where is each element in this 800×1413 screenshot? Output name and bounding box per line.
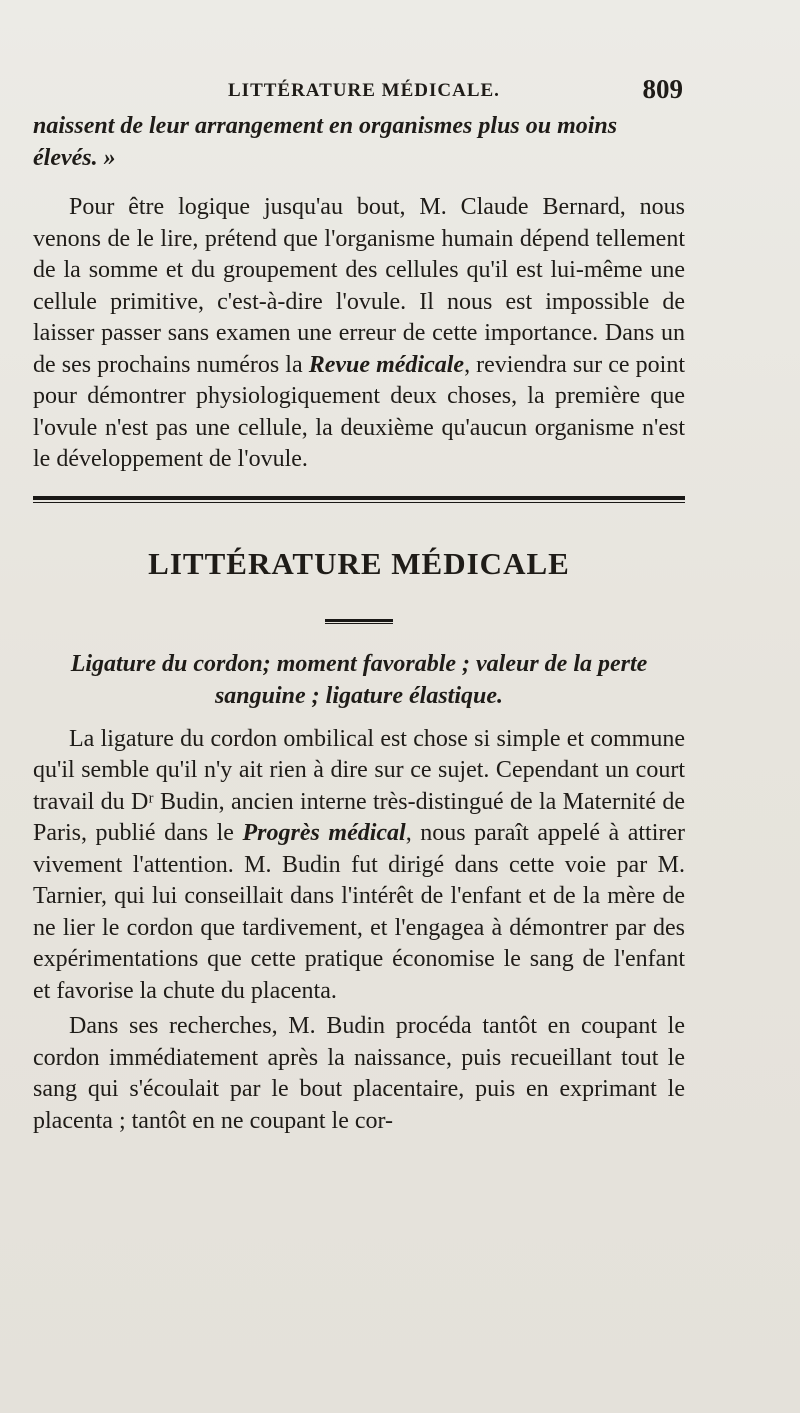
text-column bbox=[33, 74, 685, 1137]
running-title: LITTÉRATURE MÉDICALE. bbox=[228, 80, 500, 101]
article-body bbox=[33, 724, 685, 1138]
article-paragraph: Dans ses recherches, M. Budin procéda tantôt en coupant le cordon immédiatement après la naissance, puis recueillant tout le sang qui s'écoulait par le bout placentaire, puis en exprimant le placenta ; tantôt en ne coupant le cor- bbox=[33, 1013, 685, 1134]
article-paragraph bbox=[33, 724, 685, 1008]
quote-line: élevés. » bbox=[33, 145, 116, 171]
page-number: 809 bbox=[642, 74, 683, 104]
section-title: LITTÉRATURE MÉDICALE bbox=[148, 545, 570, 581]
text-run: La ligature du cordon ombilical est chose si simple et commune qu'il semble qu'il n'y ait rien à dire sur ce sujet. Cependant un court travail du Dʳ Budin, ancien interne très-distingué de la Maternité de Paris, publié dans le bbox=[33, 725, 685, 846]
journal-title: Revue médicale bbox=[308, 351, 465, 378]
intro-paragraph bbox=[33, 192, 685, 476]
text-run: , nous paraît appelé à attirer vivement l'attention. M. Budin fut dirigé dans cette voie par M. Tarnier, qui lui conseillait dans l'intérêt de l'enfant et de la mère de ne lier le cordon que tardivement, et l'engagea à démontrer par des expérimentations que cette pratique économise le sang de l'enfant et favorise la chute du placenta. bbox=[33, 820, 686, 1004]
article-title-line: sanguine ; ligature élastique. bbox=[214, 682, 504, 709]
section-divider bbox=[33, 496, 685, 503]
running-head bbox=[33, 74, 685, 110]
text-run: , reviendra sur ce point pour démontrer physiologiquement deux choses, la première que l'ovule n'est pas une cellule, la deuxième qu'aucun organisme n'est le développement de l'ovule. bbox=[33, 351, 685, 472]
article-title-line: Ligature du cordon; moment favorable ; valeur de la perte bbox=[70, 650, 648, 677]
text-run: Pour être logique jusqu'au bout, M. Claude Bernard, nous venons de le lire, prétend que l'organisme humain dépend tellement de la somme et du groupement des cellules qu'il est lui-même une cellule primitive, c'est-à-dire l'ovule. Il nous est impossible de laisser passer sans examen une erreur de cette importance. Dans un de ses prochains numéros la bbox=[33, 194, 685, 378]
journal-title: Progrès médical bbox=[242, 820, 406, 846]
quote-line: naissent de leur arrangement en organismes plus ou moins bbox=[33, 113, 618, 139]
ornament-rule bbox=[325, 619, 393, 624]
article-title bbox=[33, 648, 685, 712]
